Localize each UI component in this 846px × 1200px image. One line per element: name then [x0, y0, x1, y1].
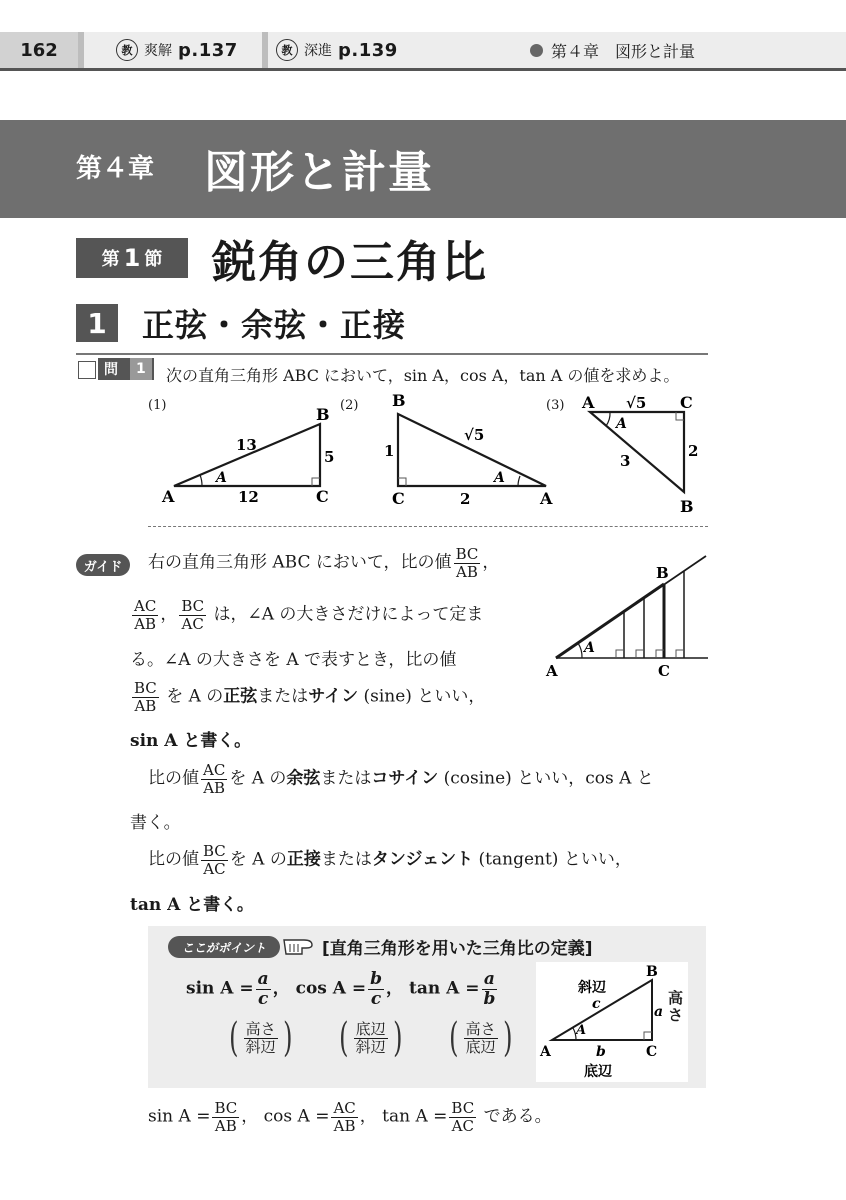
- side-hyp: 3: [620, 452, 631, 470]
- guide-text: は，∠A の大きさだけによって定ま: [213, 604, 484, 625]
- base-letter: b: [596, 1044, 606, 1060]
- frac-num: 高さ: [245, 1020, 276, 1038]
- vertex-c: C: [392, 489, 405, 508]
- side-base: 2: [460, 490, 471, 508]
- similar-triangles-figure: [540, 552, 710, 682]
- frac-num: b: [370, 969, 383, 989]
- side-letter: a: [654, 1004, 664, 1020]
- frac-den: 斜辺: [245, 1037, 276, 1056]
- guide-line-9: tan A と書く。: [130, 895, 254, 915]
- guide-text: または: [320, 768, 372, 789]
- guide-line-4: [130, 680, 530, 714]
- fraction-ac-ab: [132, 598, 158, 632]
- fraction-bc-ab: [212, 1100, 239, 1134]
- side-top: √5: [626, 394, 647, 412]
- frac-den: AB: [333, 1116, 356, 1135]
- subsection-number: 1: [76, 304, 118, 342]
- angle-label: A: [576, 1023, 587, 1038]
- tan-label: tan A =: [382, 1106, 448, 1127]
- header-rule: [0, 68, 846, 71]
- vertex-a: A: [540, 489, 553, 508]
- guide-line-6: [148, 762, 718, 796]
- section-prefix: 第: [101, 249, 120, 270]
- fraction-ac-ab: [201, 762, 227, 796]
- tan-fraction: [481, 970, 497, 1008]
- base-word: 底辺: [584, 1064, 612, 1080]
- frac-den: AB: [214, 1116, 237, 1135]
- sin-label: sin A =: [186, 978, 254, 999]
- side-hyp: 13: [236, 436, 257, 454]
- header-chapter-text: 第４章 図形と計量: [551, 41, 696, 61]
- guide-line-5: sin A と書く。: [130, 731, 252, 751]
- ref-page: p.139: [338, 39, 398, 61]
- summary-end: である。: [483, 1106, 552, 1127]
- vertex-a: A: [162, 487, 175, 506]
- guide-text: または: [320, 849, 372, 870]
- frac-num: BC: [181, 597, 205, 615]
- guide-text: 右の直角三角形 ABC において，比の値: [148, 552, 452, 573]
- frac-num: BC: [203, 842, 226, 860]
- fraction-bc-ab: [454, 546, 481, 580]
- sin-fraction: [256, 970, 271, 1008]
- angle-label: A: [216, 470, 227, 486]
- frac-den: AB: [134, 614, 157, 633]
- subsection-title: 正弦・余弦・正接: [142, 306, 407, 344]
- question-label: [98, 358, 154, 380]
- section-suffix: 節: [144, 249, 163, 270]
- side-height: 2: [688, 442, 699, 460]
- frac-num: BC: [134, 679, 157, 697]
- frac-num: a: [483, 969, 495, 989]
- guide-line-3: る。∠A の大きさを A で表すとき，比の値: [130, 650, 457, 670]
- vertex-c: C: [646, 1044, 658, 1060]
- hyp-letter: c: [592, 996, 601, 1012]
- side-base: 12: [238, 488, 259, 506]
- vertex-c: C: [658, 662, 670, 680]
- term-sine-kana: サイン: [308, 686, 359, 707]
- cos-fraction: [368, 970, 384, 1008]
- vertex-b: B: [656, 564, 669, 582]
- frac-den: b: [483, 988, 496, 1009]
- side-height: 1: [384, 442, 395, 460]
- question-text: 次の直角三角形 ABC において，sin A，cos A，tan A の値を求めよ。: [166, 366, 680, 385]
- dashed-divider: [148, 526, 708, 527]
- question-rule: [76, 353, 708, 355]
- definition-formulas: sin A = $\frac{a}{c}$ ， cos A = $\frac{b}{c}$ ， tan A = $\frac{a}{b}$: [186, 969, 496, 1009]
- frac-den: AB: [134, 696, 157, 715]
- guide-line-8: [148, 843, 718, 877]
- frac-den: AC: [451, 1116, 474, 1135]
- summary-line: sin A = $\frac{BC}{AB}$ ， cos A = $\frac{AC}{AB}$ ， tan A = $\frac{BC}{AC}$ である。: [148, 1099, 552, 1135]
- guide-badge: ガイド: [76, 554, 130, 576]
- frac-den: AC: [203, 859, 226, 878]
- textbook-mark-icon: 教: [276, 39, 298, 61]
- side-word: 高さ: [668, 989, 684, 1024]
- tan-words: ( $\frac{\text{高さ}}{\text{底辺}}$ ): [449, 1015, 513, 1061]
- triangle-figure-2: [370, 390, 570, 512]
- textbook-ref-1: [116, 32, 238, 68]
- vertex-a: A: [546, 662, 558, 680]
- side-height: 5: [324, 448, 335, 466]
- frac-num: AC: [203, 761, 226, 779]
- section-number: 1: [123, 244, 141, 272]
- vertex-b: B: [392, 391, 406, 410]
- definition-triangle: [536, 962, 688, 1082]
- textbook-ref-2: [276, 32, 398, 68]
- guide-text: を A の: [229, 849, 287, 870]
- guide-text: を A の: [166, 686, 224, 707]
- frac-den: c: [370, 988, 382, 1009]
- cos-label: cos A =: [263, 1106, 330, 1127]
- frac-den: AB: [456, 562, 478, 581]
- vertex-b: B: [316, 405, 330, 424]
- frac-num: AC: [333, 1099, 356, 1117]
- frac-num: a: [257, 969, 269, 989]
- frac-num: AC: [134, 597, 157, 615]
- triangle-figure-3: [576, 392, 706, 520]
- chapter-number: 第４章: [76, 154, 155, 184]
- frac-num: BC: [455, 545, 479, 563]
- angle-label: A: [494, 470, 505, 486]
- guide-text: (tangent) といい，: [473, 849, 632, 870]
- cos-words: ( $\frac{\text{底辺}}{\text{斜辺}}$ ): [339, 1015, 403, 1061]
- guide-line-2: $\frac{AC}{AB}$ ， $\frac{BC}{AC}$ は，∠A の大きさだけによって定ま: [134, 597, 484, 633]
- fraction-bc-ab: [132, 680, 159, 714]
- section-badge: [76, 238, 188, 278]
- cos-label: cos A =: [295, 978, 367, 999]
- header-separator: [262, 32, 268, 68]
- vertex-b: B: [680, 497, 694, 516]
- vertex-c: C: [316, 487, 329, 506]
- tan-label: tan A =: [408, 978, 480, 999]
- guide-text: (cosine) といい，cos A と: [438, 768, 654, 789]
- side-hyp: √5: [464, 426, 485, 444]
- triangle-figure-1: [160, 400, 350, 512]
- fraction-bc-ac: [179, 598, 206, 632]
- frac-den: AC: [181, 614, 204, 633]
- vertex-a: A: [582, 393, 595, 412]
- hyp-word: 斜辺: [578, 980, 606, 996]
- fraction-ac-ab: [331, 1100, 357, 1134]
- sin-label: sin A =: [148, 1106, 211, 1127]
- frac-num: 底辺: [355, 1020, 386, 1038]
- frac-num: BC: [214, 1099, 238, 1117]
- chapter-title: 図形と計量: [204, 147, 434, 198]
- vertex-c: C: [680, 393, 693, 412]
- point-badge: ここがポイント: [168, 936, 280, 958]
- term-tangent: 正接: [286, 849, 321, 870]
- bullet-icon: [530, 44, 543, 57]
- guide-line-1: 右の直角三角形 ABC において，比の値 $\frac{BC}{AB}$ ，: [148, 545, 500, 581]
- figure-label: (3): [546, 398, 565, 413]
- vertex-a: A: [540, 1044, 551, 1060]
- ref-book: 爽解: [144, 43, 172, 59]
- guide-text: 比の値: [148, 768, 199, 789]
- header-chapter: [530, 32, 695, 68]
- guide-text: (sine) といい，: [358, 686, 486, 707]
- guide-text: または: [257, 686, 309, 707]
- frac-den: 底辺: [465, 1037, 496, 1056]
- page-number: 162: [0, 32, 78, 68]
- guide-text: を A の: [229, 768, 287, 789]
- term-cosine: 余弦: [286, 768, 321, 789]
- ref-book: 深進: [304, 43, 332, 59]
- section-title: 鋭角の三角比: [212, 237, 488, 288]
- frac-den: c: [258, 988, 269, 1009]
- header-separator: [78, 32, 84, 68]
- checkbox-icon: [78, 361, 96, 379]
- frac-den: AB: [203, 778, 226, 797]
- sin-words: ( $\frac{\text{高さ}}{\text{斜辺}}$ ): [229, 1015, 293, 1061]
- fraction-bc-ac: [201, 843, 228, 877]
- frac-den: 斜辺: [355, 1037, 386, 1056]
- frac-num: BC: [451, 1099, 475, 1117]
- point-title: [直角三角形を用いた三角比の定義]: [322, 939, 593, 959]
- ref-page: p.137: [178, 39, 238, 61]
- term-tangent-kana: タンジェント: [371, 849, 474, 870]
- guide-line-7: 書く。: [130, 813, 181, 833]
- frac-num: 高さ: [465, 1020, 496, 1038]
- vertex-b: B: [646, 964, 658, 980]
- textbook-mark-icon: 教: [116, 39, 138, 61]
- figure-label: (1): [148, 398, 167, 413]
- angle-label: A: [584, 640, 595, 656]
- term-sine: 正弦: [223, 686, 258, 707]
- question-label-text: 問: [104, 362, 118, 378]
- term-cosine-kana: コサイン: [371, 768, 439, 789]
- fraction-bc-ac: [449, 1100, 476, 1134]
- angle-label: A: [616, 416, 627, 432]
- pointing-hand-icon: [282, 934, 318, 958]
- question-number: 1: [130, 358, 152, 380]
- figure-label: (2): [340, 398, 359, 413]
- guide-text: 比の値: [148, 849, 199, 870]
